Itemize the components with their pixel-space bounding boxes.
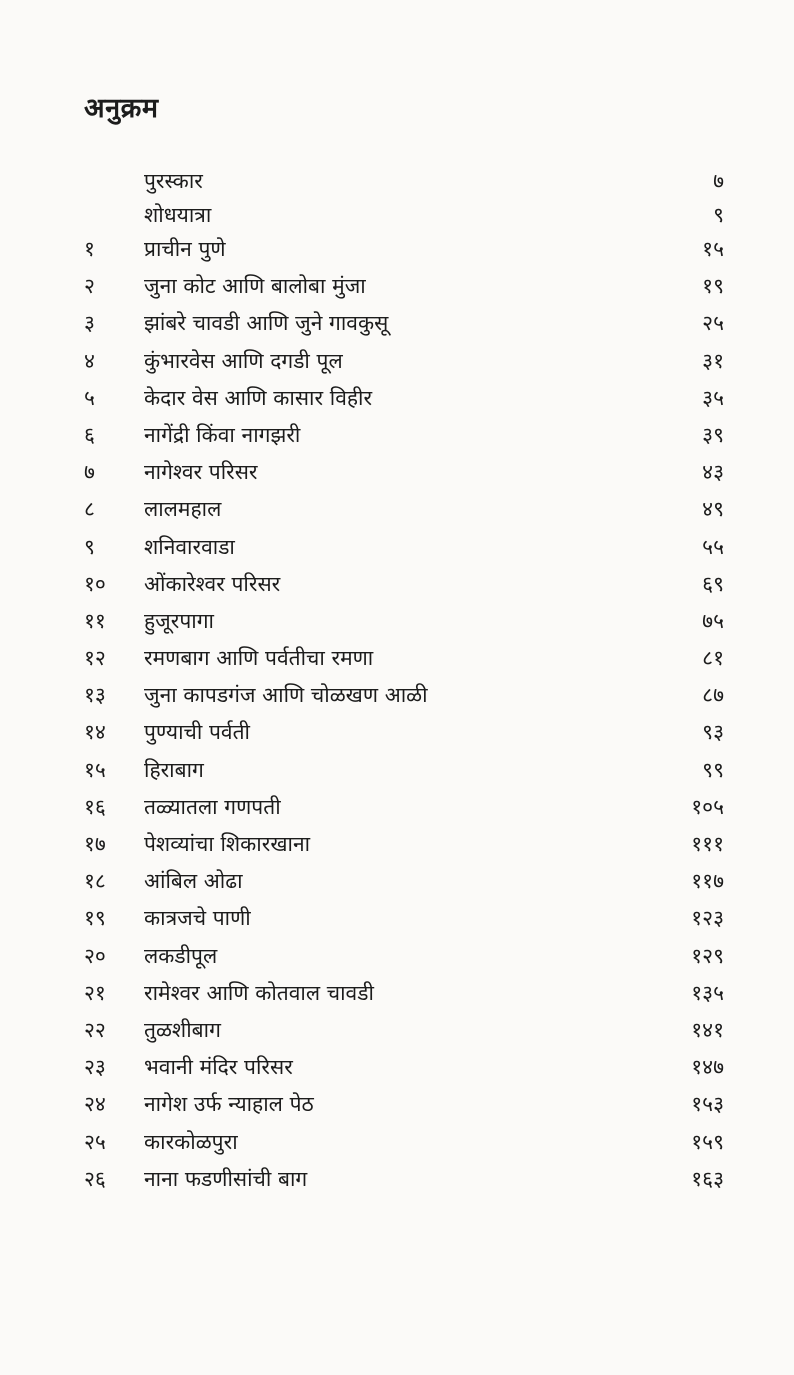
chapter-number: ८ (84, 497, 95, 522)
chapter-number: ४ (84, 348, 95, 373)
page-number: १४१ (691, 1017, 724, 1042)
page-number: ७ (713, 169, 724, 193)
chapter-number: २ (84, 274, 95, 299)
toc-entry[interactable] (84, 341, 724, 378)
chapter-title: जुना कापडगंज आणि चोळखण आळी (144, 683, 428, 708)
page-number: ९ (713, 203, 724, 227)
chapter-title: लालमहाल (144, 497, 222, 522)
toc-entry[interactable] (84, 229, 724, 266)
page-number: ५५ (702, 534, 724, 559)
toc-entry[interactable] (84, 564, 724, 601)
chapter-title: लकडीपूल (144, 943, 218, 968)
chapter-title: पेशव्यांचा शिकारखाना (144, 832, 311, 856)
toc-entry[interactable] (84, 712, 724, 749)
chapter-number: ६ (84, 422, 95, 447)
chapter-title: शोधयात्रा (144, 203, 212, 227)
page-number: १६३ (691, 1166, 724, 1191)
chapter-title: प्राचीन पुणे (144, 237, 226, 261)
page-number: १५९ (691, 1129, 724, 1154)
toc-entry[interactable] (84, 266, 724, 303)
toc-entry[interactable] (84, 161, 724, 195)
chapter-title: जुना कोट आणि बालोबा मुंजा (144, 274, 366, 299)
chapter-number: ५ (84, 385, 95, 410)
page-number: १३५ (691, 980, 724, 1005)
toc-entry[interactable] (84, 898, 724, 935)
chapter-title: हिराबाग (144, 757, 204, 782)
chapter-title: कुंभारवेस आणि दगडी पूल (144, 348, 343, 373)
chapter-title: रामेश्वर आणि कोतवाल चावडी (144, 980, 374, 1005)
chapter-title: नाना फडणीसांची बाग (144, 1166, 308, 1191)
toc-entry[interactable] (84, 378, 724, 415)
toc-entry[interactable] (84, 1047, 724, 1084)
chapter-number: १७ (84, 832, 106, 856)
toc-entry[interactable] (84, 675, 724, 712)
toc-entry[interactable] (84, 824, 724, 861)
chapter-number: २४ (84, 1092, 106, 1117)
toc-entry[interactable] (84, 1122, 724, 1159)
chapter-title: नागेश उर्फ न्याहाल पेठ (144, 1092, 314, 1117)
toc-entry[interactable] (84, 973, 724, 1010)
page-title: अनुक्रम (84, 93, 159, 124)
chapter-title: तुळशीबाग (144, 1017, 221, 1042)
chapter-title: केदार वेस आणि कासार विहीर (144, 385, 373, 410)
toc-entry[interactable] (84, 1010, 724, 1047)
toc-entry[interactable] (84, 1159, 724, 1196)
page-number: ४९ (702, 497, 724, 522)
chapter-number: २५ (84, 1129, 106, 1154)
page-number: १११ (691, 832, 724, 856)
page-number: ९३ (702, 720, 724, 745)
chapter-title: कात्रजचे पाणी (144, 906, 251, 931)
page-number: ३१ (702, 348, 724, 373)
page-number: १९ (702, 274, 724, 299)
chapter-title: शनिवारवाडा (144, 534, 235, 559)
chapter-title: झांबरे चावडी आणि जुने गावकुसू (144, 311, 389, 336)
table-of-contents (84, 161, 724, 1196)
chapter-number: २६ (84, 1166, 106, 1191)
chapter-number: २० (84, 943, 106, 968)
toc-entry[interactable] (84, 638, 724, 675)
toc-entry[interactable] (84, 527, 724, 564)
page-number: १२९ (691, 943, 724, 968)
page-number: १२३ (691, 906, 724, 931)
chapter-number: २२ (84, 1017, 106, 1042)
chapter-number: १३ (84, 683, 106, 708)
page-number: ४३ (702, 460, 724, 485)
page-number: ३९ (702, 422, 724, 447)
toc-entry[interactable] (84, 861, 724, 898)
chapter-title: ओंकारेश्वर परिसर (144, 571, 281, 596)
chapter-title: हुजूरपागा (144, 608, 214, 633)
chapter-number: २३ (84, 1055, 106, 1080)
toc-entry[interactable] (84, 601, 724, 638)
chapter-title: पुण्याची पर्वती (144, 720, 250, 745)
toc-entry[interactable] (84, 195, 724, 229)
chapter-number: ११ (84, 608, 106, 633)
chapter-title: पुरस्कार (144, 169, 203, 193)
chapter-title: कारकोळपुरा (144, 1129, 238, 1154)
page-number: ११७ (691, 869, 724, 894)
page-number: १५ (702, 237, 724, 261)
chapter-number: २१ (84, 980, 106, 1005)
toc-entry[interactable] (84, 936, 724, 973)
chapter-number: १४ (84, 720, 106, 745)
chapter-title: भवानी मंदिर परिसर (144, 1055, 293, 1080)
chapter-number: १६ (84, 794, 106, 819)
toc-entry[interactable] (84, 452, 724, 489)
toc-entry[interactable] (84, 1084, 724, 1121)
page-number: १५३ (691, 1092, 724, 1117)
toc-entry[interactable] (84, 787, 724, 824)
page-number: १४७ (691, 1055, 724, 1080)
page-number: ८७ (702, 683, 724, 708)
page-number: ८१ (702, 646, 724, 671)
page-number: ७५ (702, 608, 724, 633)
page-number: ३५ (702, 385, 724, 410)
chapter-title: आंबिल ओढा (144, 869, 243, 894)
chapter-number: १ (84, 237, 95, 261)
chapter-number: ९ (84, 534, 95, 559)
page-number: २५ (702, 311, 724, 336)
chapter-title: नागेश्वर परिसर (144, 460, 258, 485)
chapter-title: रमणबाग आणि पर्वतीचा रमणा (144, 646, 374, 671)
page-number: १०५ (691, 794, 724, 819)
page-number: ९९ (702, 757, 724, 782)
chapter-title: तळ्यातला गणपती (144, 794, 281, 819)
toc-entry[interactable] (84, 415, 724, 452)
toc-entry[interactable] (84, 489, 724, 526)
chapter-number: ३ (84, 311, 95, 336)
toc-entry[interactable] (84, 303, 724, 340)
chapter-number: १५ (84, 757, 106, 782)
chapter-number: १२ (84, 646, 106, 671)
chapter-title: नागेंद्री किंवा नागझरी (144, 422, 301, 447)
page-number: ६९ (702, 571, 724, 596)
chapter-number: १० (84, 571, 106, 596)
toc-entry[interactable] (84, 750, 724, 787)
chapter-number: ७ (84, 460, 95, 485)
chapter-number: १८ (84, 869, 106, 894)
chapter-number: १९ (84, 906, 106, 931)
